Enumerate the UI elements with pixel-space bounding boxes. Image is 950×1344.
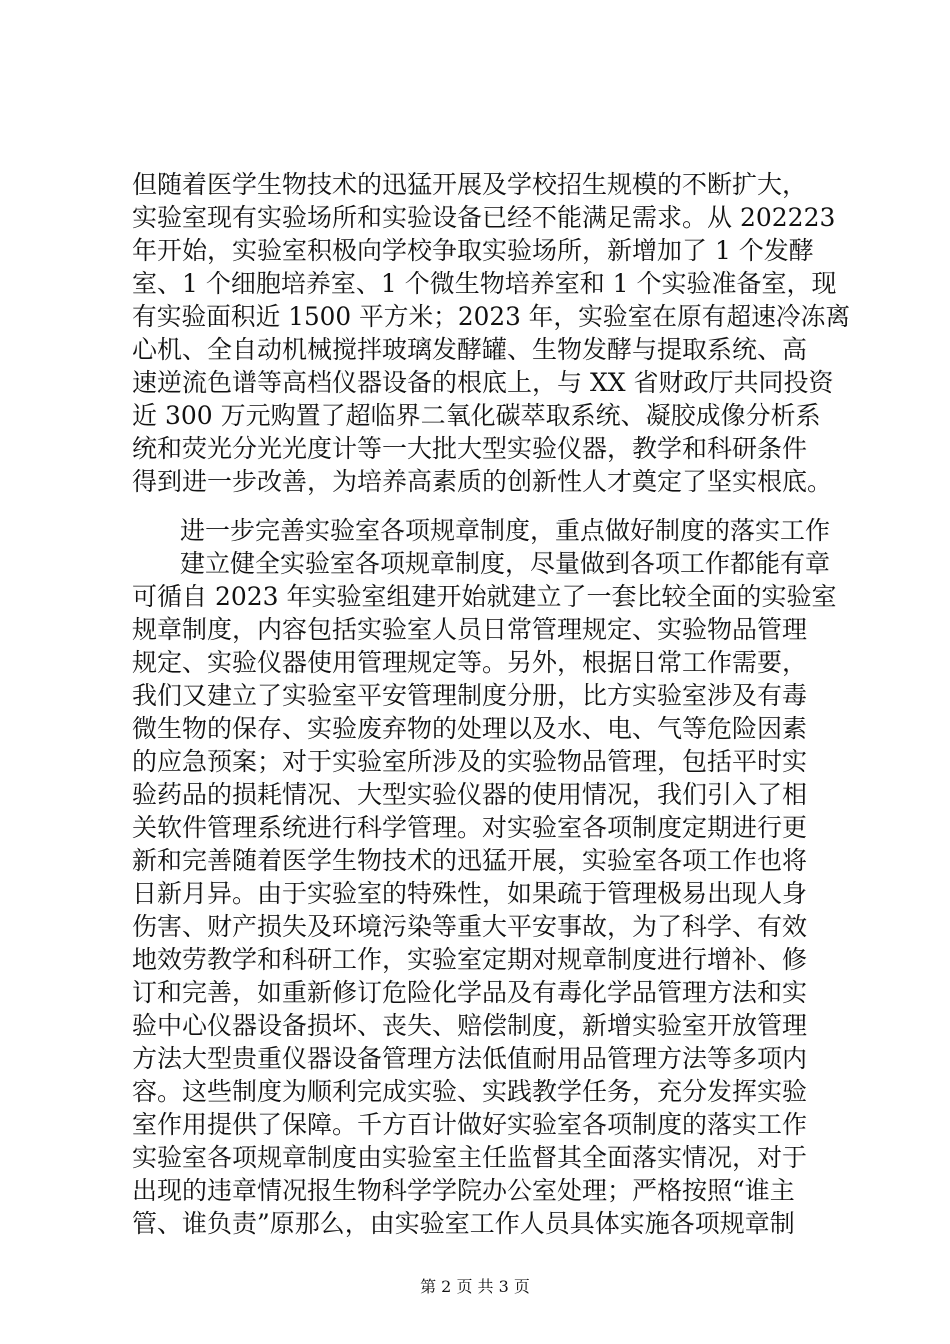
text-line: 近 300 万元购置了超临界二氧化碳萃取系统、凝胶成像分析系 — [132, 401, 821, 430]
text-line: 规定、实验仪器使用管理规定等。另外，根据日常工作需要， — [132, 648, 808, 677]
text-line: 管、谁负责”原那么，由实验室工作人员具体实施各项规章制 — [132, 1209, 795, 1238]
section-heading: 进一步完善实验室各项规章制度，重点做好制度的落实工作 — [180, 516, 831, 545]
page-number-footer: 第 2 页 共 3 页 — [420, 1277, 530, 1296]
text-line: 速逆流色谱等高档仪器设备的根底上，与 XX 省财政厅共同投资 — [132, 368, 834, 397]
text-line: 关软件管理系统进行科学管理。对实验室各项制度定期进行更 — [132, 813, 808, 842]
text-line: 微生物的保存、实验废弃物的处理以及水、电、气等危险因素 — [132, 714, 808, 743]
text-line: 室、1 个细胞培养室、1 个微生物培养室和 1 个实验准备室，现 — [132, 269, 837, 298]
text-line: 伤害、财产损失及环境污染等重大平安事故，为了科学、有效 — [132, 912, 808, 941]
text-line: 心机、全自动机械搅拌玻璃发酵罐、生物发酵与提取系统、高 — [132, 335, 808, 364]
text-line: 但随着医学生物技术的迅猛开展及学校招生规模的不断扩大， — [132, 170, 808, 199]
text-line: 建立健全实验室各项规章制度，尽量做到各项工作都能有章 — [180, 549, 831, 578]
text-line: 地效劳教学和科研工作，实验室定期对规章制度进行增补、修 — [132, 945, 808, 974]
text-line: 我们又建立了实验室平安管理制度分册，比方实验室涉及有毒 — [132, 681, 808, 710]
text-line: 订和完善，如重新修订危险化学品及有毒化学品管理方法和实 — [132, 978, 808, 1007]
text-line: 日新月异。由于实验室的特殊性，如果疏于管理极易出现人身 — [132, 879, 808, 908]
text-line: 实验室现有实验场所和实验设备已经不能满足需求。从 202223 — [132, 203, 836, 232]
text-line: 新和完善随着医学生物技术的迅猛开展，实验室各项工作也将 — [132, 846, 808, 875]
text-line: 得到进一步改善，为培养高素质的创新性人才奠定了坚实根底。 — [132, 467, 833, 496]
text-line: 验药品的损耗情况、大型实验仪器的使用情况，我们引入了相 — [132, 780, 808, 809]
text-line: 年开始，实验室积极向学校争取实验场所，新增加了 1 个发酵 — [132, 236, 814, 265]
text-line: 容。这些制度为顺利完成实验、实践教学任务，充分发挥实验 — [132, 1077, 808, 1106]
text-line: 有实验面积近 1500 平方米；2023 年，实验室在原有超速冷冻离 — [132, 302, 851, 331]
text-line: 室作用提供了保障。千方百计做好实验室各项制度的落实工作 — [132, 1110, 808, 1139]
text-line: 的应急预案；对于实验室所涉及的实验物品管理，包括平时实 — [132, 747, 808, 776]
text-line: 验中心仪器设备损坏、丧失、赔偿制度，新增实验室开放管理 — [132, 1011, 808, 1040]
text-line: 出现的违章情况报生物科学学院办公室处理；严格按照“谁主 — [132, 1176, 795, 1205]
text-line: 实验室各项规章制度由实验室主任监督其全面落实情况，对于 — [132, 1143, 808, 1172]
text-line: 方法大型贵重仪器设备管理方法低值耐用品管理方法等多项内 — [132, 1044, 808, 1073]
text-line: 统和荧光分光光度计等一大批大型实验仪器，教学和科研条件 — [132, 434, 808, 463]
text-line: 可循自 2023 年实验室组建开始就建立了一套比较全面的实验室 — [132, 582, 837, 611]
text-line: 规章制度，内容包括实验室人员日常管理规定、实验物品管理 — [132, 615, 808, 644]
